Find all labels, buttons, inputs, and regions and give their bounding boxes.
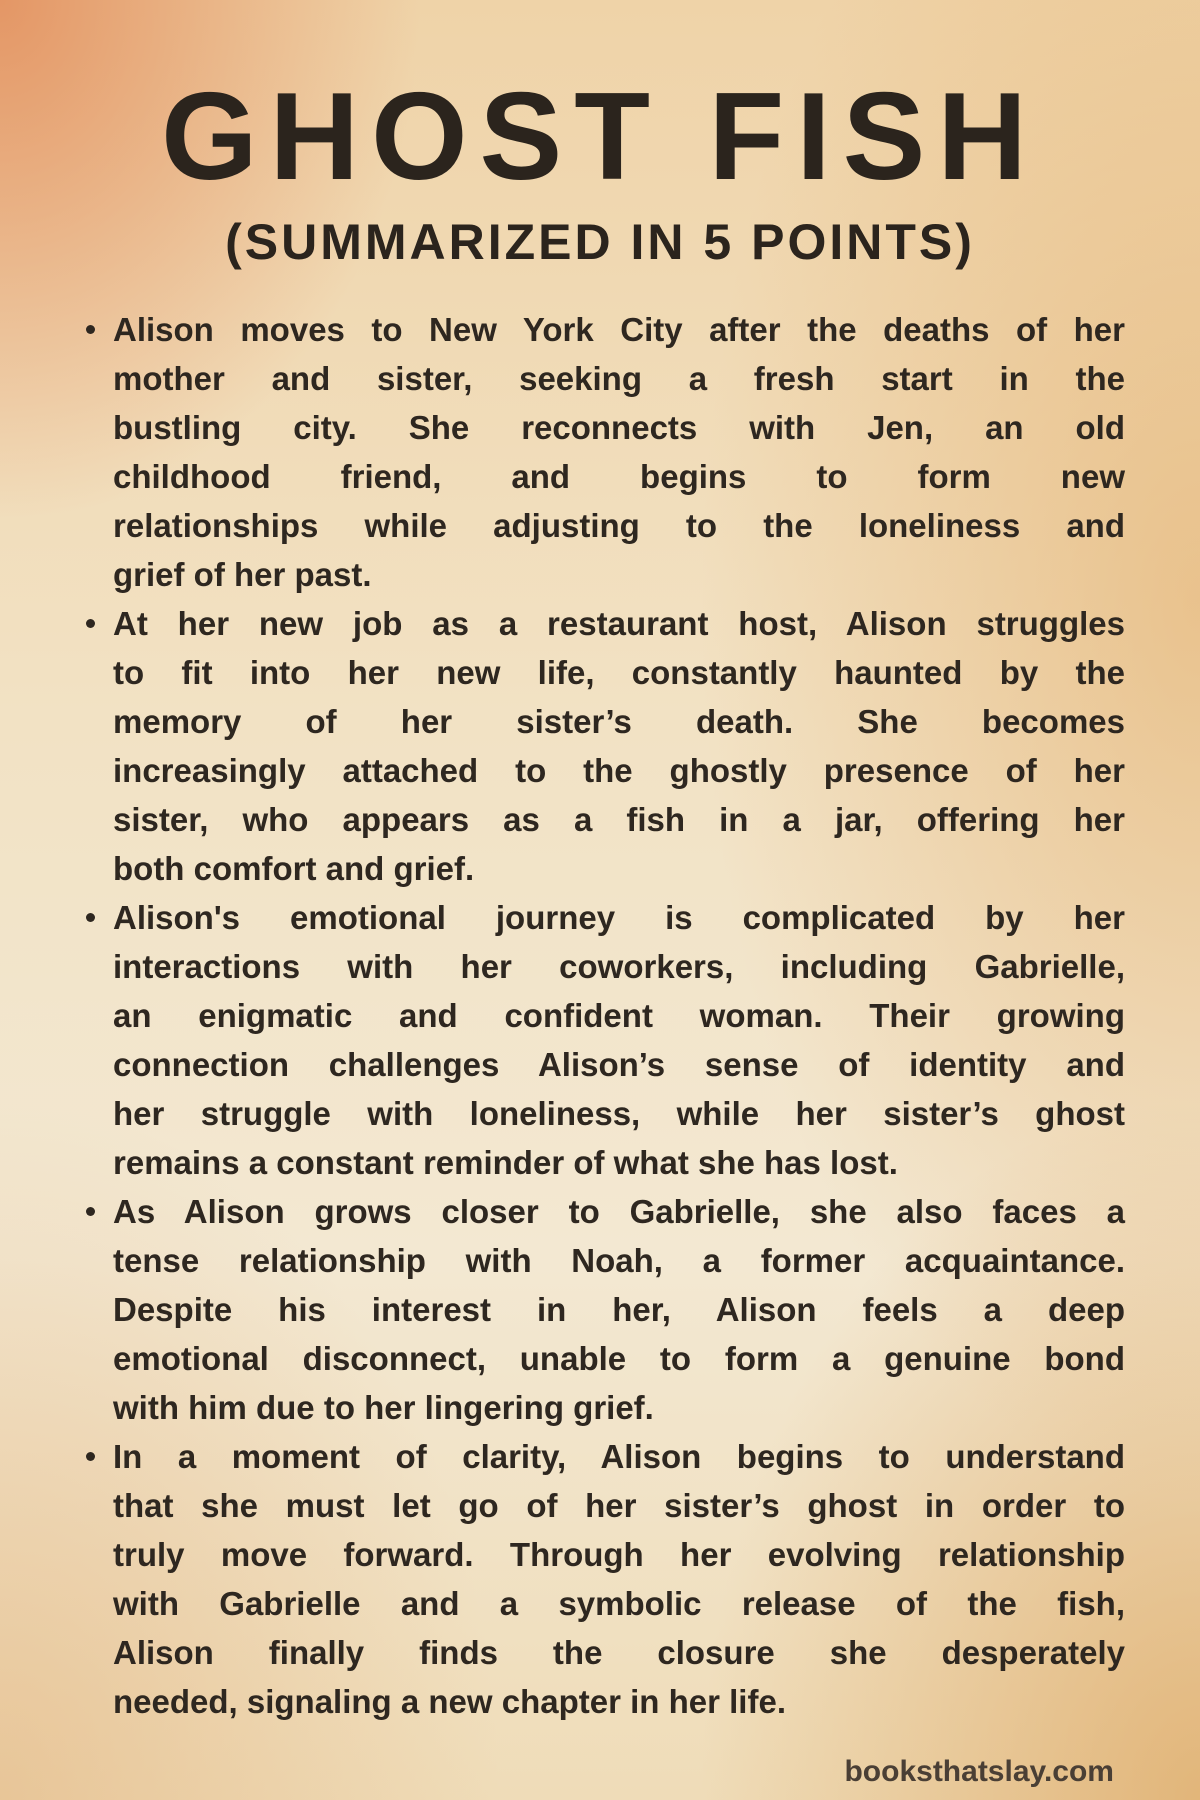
summary-line: In a moment of clarity, Alison begins to understand (113, 1438, 1125, 1475)
bullet-icon (86, 1207, 95, 1216)
page-title: GHOST FISH (161, 68, 1039, 206)
summary-point (113, 1187, 1125, 1432)
summary-line: that she must let go of her sister’s ghost in order to (113, 1487, 1125, 1524)
summary-line: needed, signaling a new chapter in her life. (113, 1683, 786, 1720)
summary-line: As Alison grows closer to Gabrielle, she also faces a (113, 1193, 1125, 1230)
summary-line: an enigmatic and confident woman. Their growing (113, 997, 1125, 1034)
summary-line: At her new job as a restaurant host, Alison struggles (113, 605, 1125, 642)
page-subtitle: (SUMMARIZED IN 5 POINTS) (225, 214, 975, 270)
summary-line: with Gabrielle and a symbolic release of the fish, (113, 1585, 1125, 1622)
summary-line: Alison moves to New York City after the deaths of her (113, 311, 1125, 348)
summary-line: tense relationship with Noah, a former acquaintance. (113, 1242, 1125, 1279)
summary-line: bustling city. She reconnects with Jen, an old (113, 409, 1125, 446)
summary-line: her struggle with loneliness, while her sister’s ghost (113, 1095, 1125, 1132)
summary-line: emotional disconnect, unable to form a genuine bond (113, 1340, 1125, 1377)
summary-point (113, 305, 1125, 599)
summary-line: increasingly attached to the ghostly presence of her (113, 752, 1125, 789)
summary-point (113, 893, 1125, 1187)
summary-line: truly move forward. Through her evolving relationship (113, 1536, 1125, 1573)
summary-line: remains a constant reminder of what she has lost. (113, 1144, 898, 1181)
summary-line: sister, who appears as a fish in a jar, offering her (113, 801, 1125, 838)
summary-point (113, 1432, 1125, 1726)
summary-line: Despite his interest in her, Alison feels a deep (113, 1291, 1125, 1328)
summary-line: to fit into her new life, constantly haunted by the (113, 654, 1125, 691)
summary-line: memory of her sister’s death. She becomes (113, 703, 1125, 740)
summary-line: interactions with her coworkers, including Gabrielle, (113, 948, 1125, 985)
summary-line: mother and sister, seeking a fresh start in the (113, 360, 1125, 397)
summary-point (113, 599, 1125, 893)
bullet-icon (86, 913, 95, 922)
summary-line: Alison finally finds the closure she desperately (113, 1634, 1125, 1671)
summary-line: both comfort and grief. (113, 850, 475, 887)
summary-line: grief of her past. (113, 556, 372, 593)
summary-list (113, 305, 1125, 1726)
website-credit: booksthatslay.com (844, 1755, 1114, 1788)
bullet-icon (86, 619, 95, 628)
summary-line: childhood friend, and begins to form new (113, 458, 1125, 495)
summary-line: connection challenges Alison’s sense of identity and (113, 1046, 1125, 1083)
summary-line: with him due to her lingering grief. (113, 1389, 654, 1426)
summary-line: Alison's emotional journey is complicated by her (113, 899, 1125, 936)
bullet-icon (86, 1452, 95, 1461)
summary-line: relationships while adjusting to the loneliness and (113, 507, 1125, 544)
bullet-icon (86, 325, 95, 334)
